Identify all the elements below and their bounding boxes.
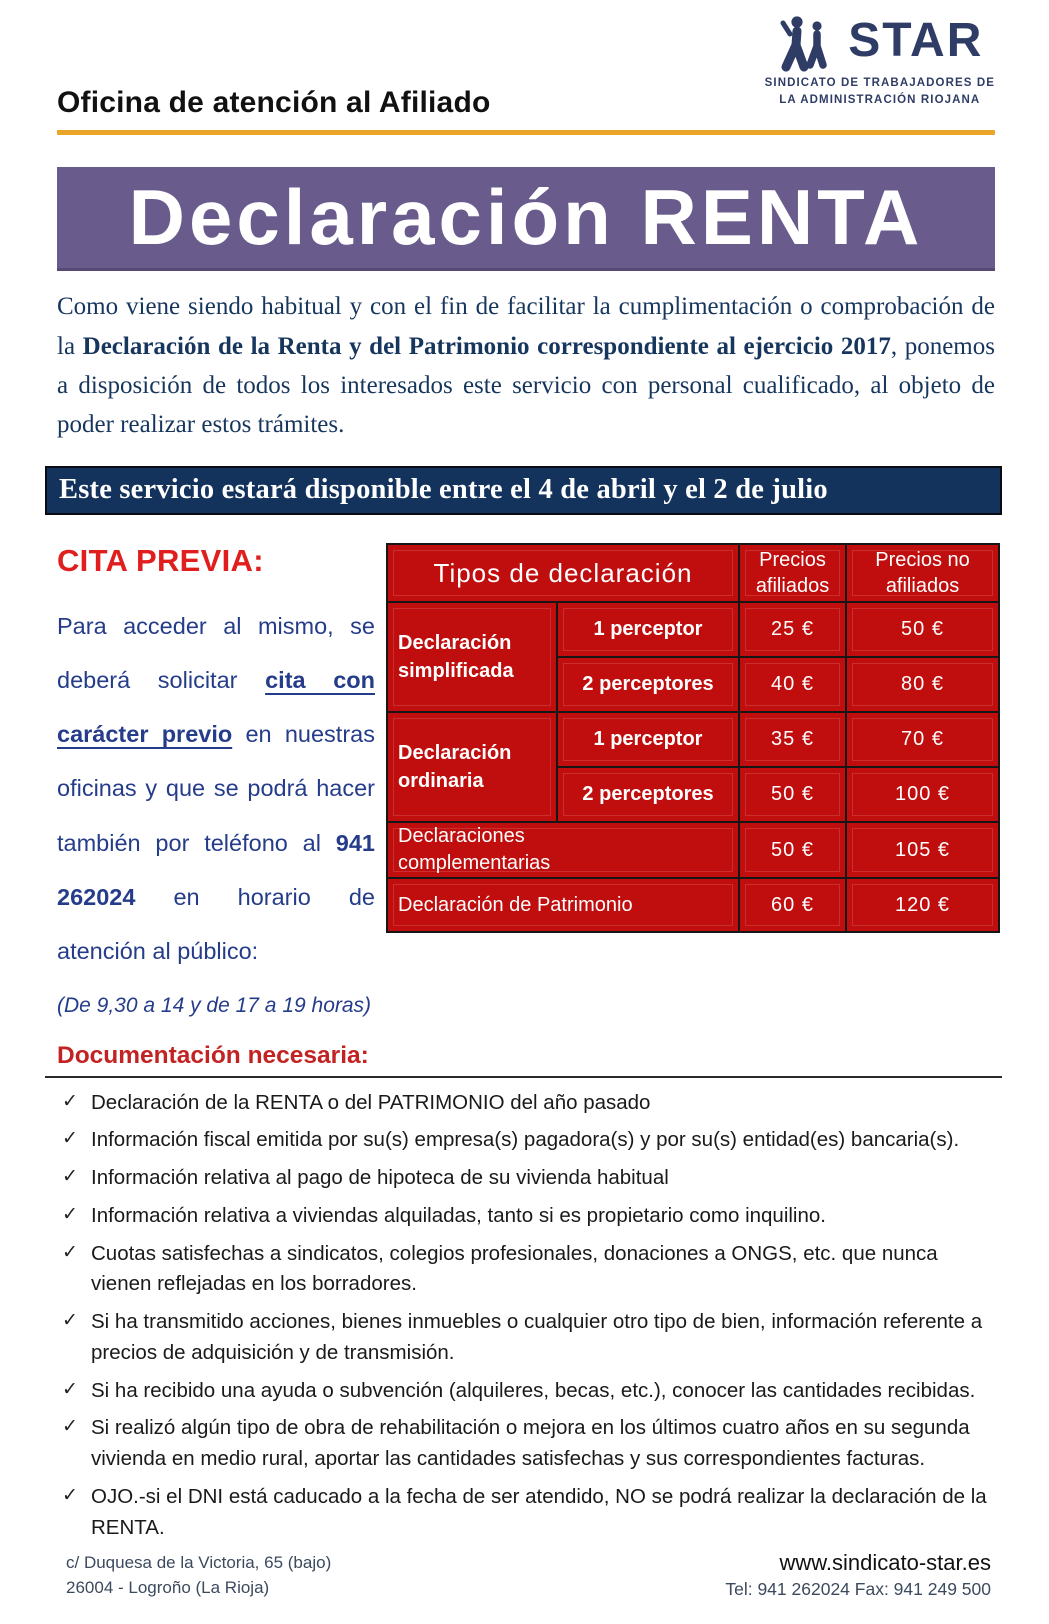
price-cell-no-afiliados: 70 € [846,712,999,767]
footer-address [66,1551,331,1600]
availability-banner [45,466,1002,515]
category-cell-ordinaria: Declaración ordinaria [387,712,557,822]
page-title: Oficina de atención al Afiliado [57,86,491,120]
logo-caption [765,75,995,108]
intro-pre: Como viene siendo habitual y con el fin de facilitar la cumplimentación o comprobación de la [57,293,995,360]
price-cell-afiliados: 50 € [739,822,846,878]
logo-wordmark: STAR [848,14,984,67]
star-logo [765,15,995,108]
check-icon: ✓ [62,1090,78,1112]
documentation-checklist [57,1088,995,1544]
price-cell-no-afiliados: 105 € [846,822,999,878]
price-cell-no-afiliados: 100 € [846,767,999,822]
main-title: Declaración RENTA [128,173,924,262]
row-label-cell: 1 perceptor [557,602,739,657]
cita-previa-text [57,599,375,977]
cita-p2: en nuestras oficinas y que se podrá hacer también por teléfono al [57,721,375,856]
doc-item [62,1201,995,1232]
cita-p1: Para acceder al mismo, se deberá solicitar [57,613,375,694]
table-row [387,712,999,767]
doc-item [62,1307,995,1369]
intro-paragraph [57,287,995,444]
price-cell-no-afiliados: 120 € [846,878,999,932]
price-cell-afiliados: 50 € [739,767,846,822]
price-cell-afiliados: 35 € [739,712,846,767]
row-label-cell: 1 perceptor [557,712,739,767]
doc-item [62,1125,995,1156]
row-label-cell-complementarias [387,822,739,878]
doc-item-text: OJO.-si el DNI está caducado a la fecha de ser atendido, NO se podrá realizar la declaración de la RENTA. [91,1484,987,1539]
col-header-tipos: Tipos de declaración [387,544,739,602]
price-table-wrap [386,543,1000,933]
price-cell-afiliados: 25 € [739,602,846,657]
doc-item-text: Información fiscal emitida por su(s) empresa(s) pagadora(s) y por su(s) entidad(es) bancaria(s). [91,1128,960,1152]
price-cell-afiliados: 60 € [739,878,846,932]
col-header-no-afiliados: Precios no afiliados [846,544,999,602]
header [57,15,995,120]
doc-item [62,1239,995,1301]
col-header-afiliados: Precios afiliados [739,544,846,602]
doc-item-text: Si realizó algún tipo de obra de rehabilitación o mejora en los últimos cuatro años en su segunda vivienda en medio rural, aportar las cantidades satisfechas y sus correspondientes facturas. [91,1416,970,1471]
doc-item-text: Si ha recibido una ayuda o subvención (alquileres, becas, etc.), conocer las cantidades recibidas. [91,1378,976,1402]
address-line2: 26004 - Logroño (La Rioja) [66,1577,270,1597]
check-icon: ✓ [62,1310,78,1332]
check-icon: ✓ [62,1416,78,1438]
doc-item-text: Información relativa a viviendas alquiladas, tanto si es propietario como inquilino. [91,1203,826,1227]
table-row [387,878,999,932]
doc-item [62,1413,995,1475]
price-cell-afiliados: 40 € [739,657,846,712]
cita-previa-heading: CITA PREVIA: [57,543,264,579]
header-divider [57,130,995,135]
availability-text: Este servicio estará disponible entre el 4 de abril y el 2 de julio [59,474,828,506]
table-header-row [387,544,999,602]
cita-link-phrase: cita con carácter previo [57,667,375,748]
cita-previa-section [57,543,375,1017]
category-cell-simplificada: Declaración simplificada [387,602,557,712]
intro-post: , ponemos a disposición de todos los interesados este servicio con personal cualificado, al objeto de poder realizar estos trámites. [57,332,995,439]
check-icon: ✓ [62,1484,78,1506]
doc-item [62,1482,995,1544]
logo-caption-line2: LA ADMINISTRACIÓN RIOJANA [779,93,981,106]
table-row [387,822,999,878]
documentation-section [57,1042,995,1551]
doc-item-text: Si ha transmitido acciones, bienes inmuebles o cualquier otro tipo de bien, información referente a precios de adquisición y de transmisión. [91,1310,983,1364]
row-label-cell: 2 perceptores [557,767,739,822]
website-url: www.sindicato-star.es [779,1550,991,1576]
row-label-cell-patrimonio [387,878,739,932]
check-icon: ✓ [62,1166,78,1188]
doc-item [62,1088,995,1119]
cita-p3: en horario de atención al público: [57,883,375,964]
row-label-cell: 2 perceptores [557,657,739,712]
check-icon: ✓ [62,1378,78,1400]
logo-top [776,15,983,73]
doc-item [62,1376,995,1407]
documentation-heading: Documentación necesaria: [57,1041,369,1069]
check-icon: ✓ [62,1241,78,1263]
doc-item-text: Información relativa al pago de hipoteca de su vivienda habitual [91,1166,669,1190]
address-line1: c/ Duquesa de la Victoria, 65 (bajo) [66,1553,332,1573]
price-cell-no-afiliados: 50 € [846,602,999,657]
footer-contact [725,1550,991,1600]
table-row [387,602,999,657]
cita-phone: 941 262024 [57,829,375,910]
people-icon [776,15,840,73]
doc-item [62,1163,995,1194]
price-cell-no-afiliados: 80 € [846,657,999,712]
footer [57,1550,995,1600]
intro-bold: Declaración de la Renta y del Patrimonio correspondiente al ejercicio 2017 [82,332,891,360]
main-title-banner [57,167,995,271]
row-label-text: Declaraciones complementarias [398,825,551,875]
columns-region [57,543,995,1017]
row-label-text: Declaración de Patrimonio [398,893,633,916]
check-icon: ✓ [62,1203,78,1225]
price-table [386,543,1000,933]
doc-item-text: Declaración de la RENTA o del PATRIMONIO del año pasado [91,1090,651,1114]
check-icon: ✓ [62,1128,78,1150]
logo-caption-line1: SINDICATO DE TRABAJADORES DE [764,77,995,89]
doc-item-text: Cuotas satisfechas a sindicatos, colegios profesionales, donaciones a ONGS, etc. que nunca vienen reflejadas en los borradores. [91,1241,938,1296]
documentation-divider [45,1076,1002,1078]
opening-hours: (De 9,30 a 14 y de 17 a 19 horas) [57,993,372,1017]
phone-fax: Tel: 941 262024 Fax: 941 249 500 [725,1579,991,1600]
